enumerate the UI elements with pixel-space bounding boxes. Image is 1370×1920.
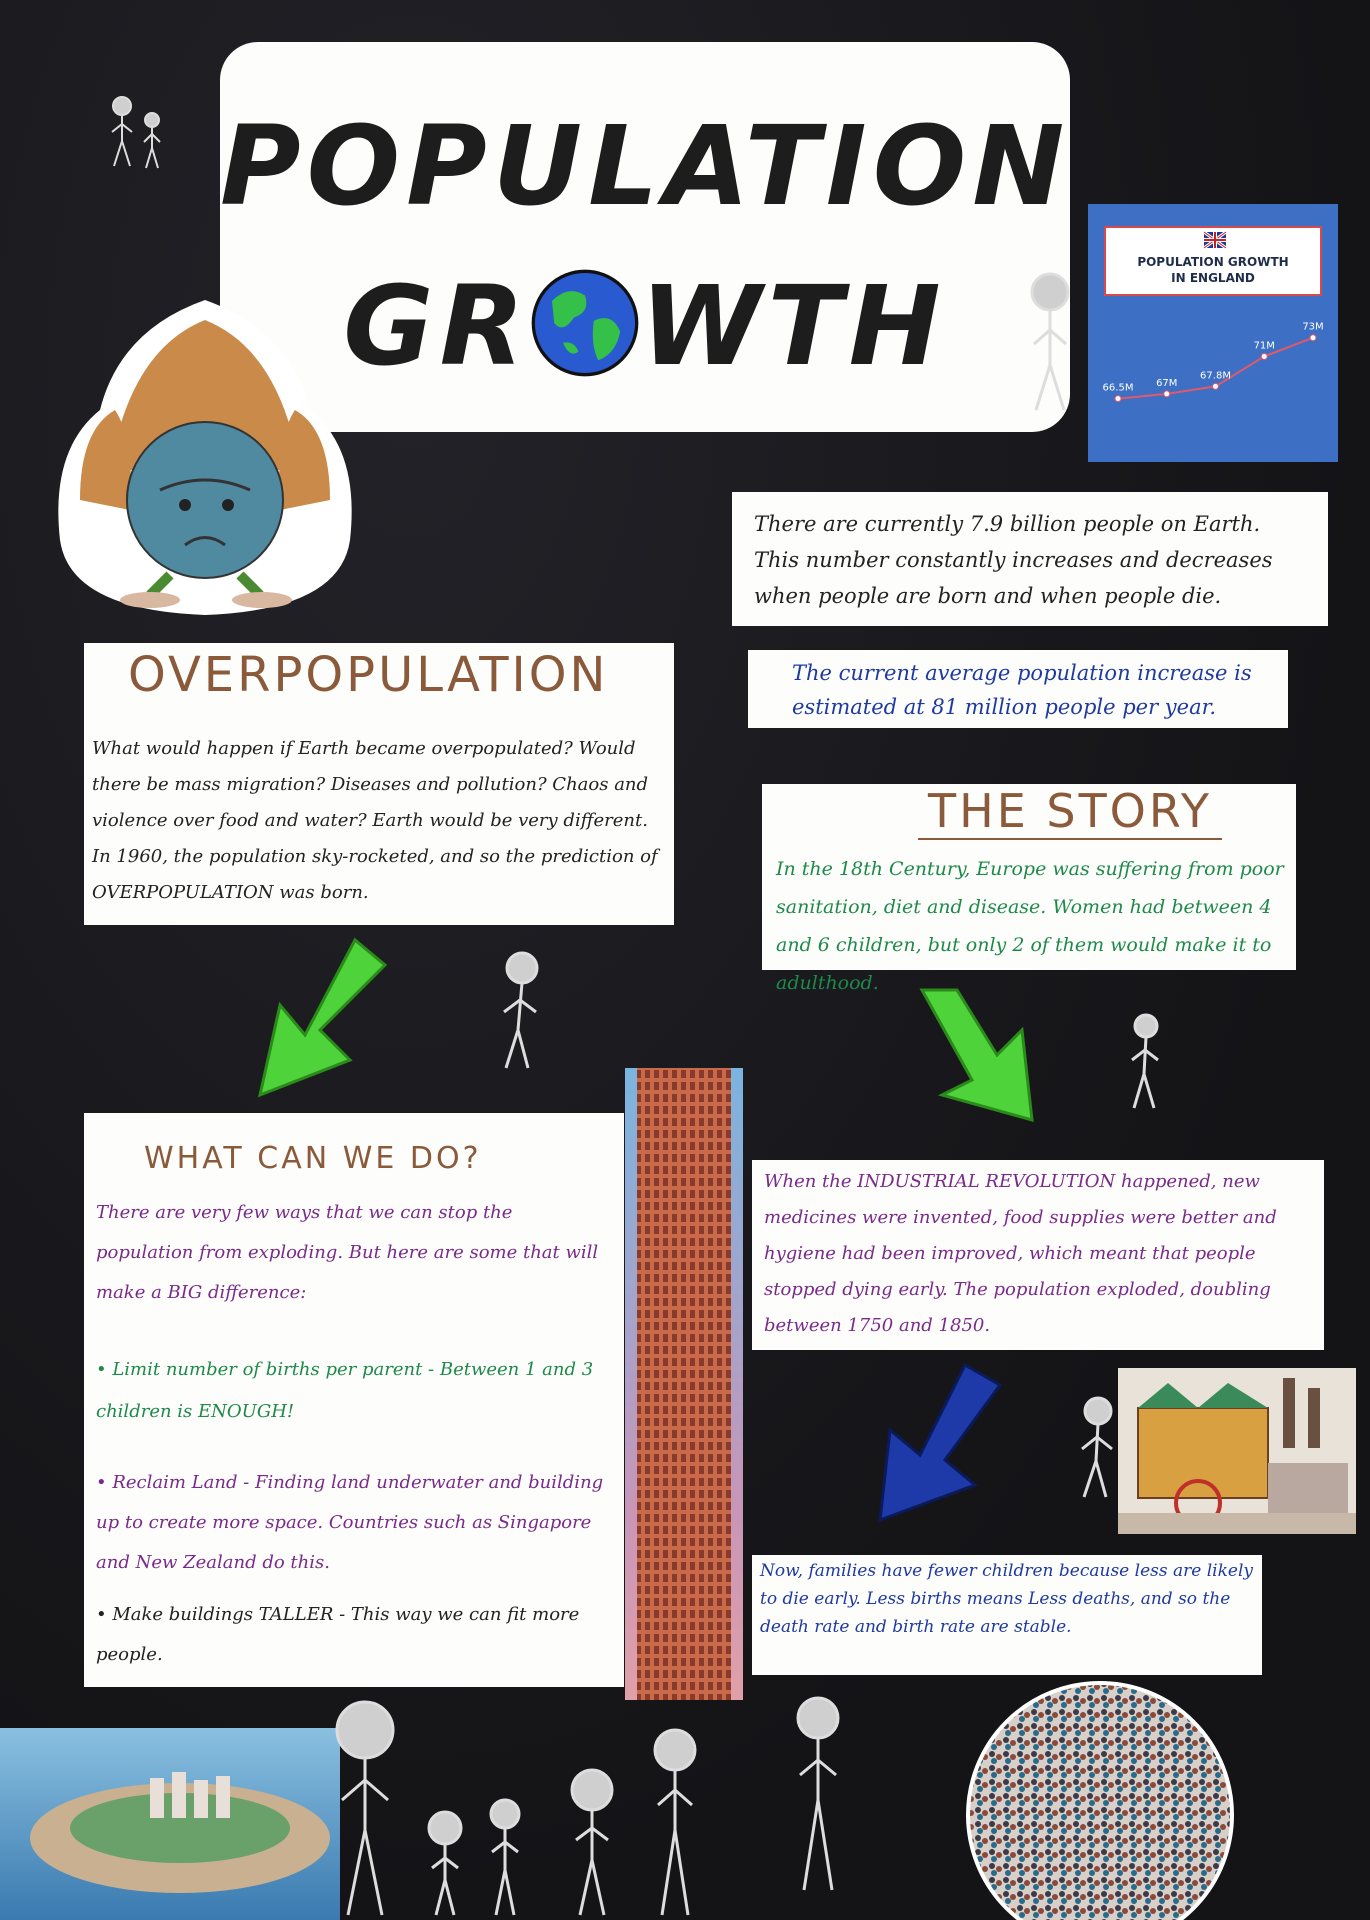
overpopulation-heading: OVERPOPULATION	[128, 647, 609, 703]
population-line-chart	[1088, 204, 1338, 462]
arrow-down-left-blue-icon	[875, 1360, 1005, 1530]
list-item: • Reclaim Land - Finding land underwater and building up to create more space. Countries such as Singapore and New Zealand do this.	[96, 1472, 604, 1573]
list-item: • Make buildings TALLER - This way we can fit more people.	[96, 1604, 580, 1665]
stick-figure-icon	[488, 950, 548, 1080]
overpopulation-text: What would happen if Earth became overpopulated? Would there be mass migration? Diseases and pollution? Chaos and violence over food and water? Earth would be very different. In 1960, the population sky-rocketed, and so the prediction of OVERPOPULATION was born.	[92, 738, 658, 903]
data-label: 66.5M	[1102, 382, 1134, 394]
data-point	[1115, 396, 1121, 402]
industrial-revolution-card	[752, 1160, 1324, 1350]
data-point	[1310, 335, 1316, 341]
factory-illustration	[1118, 1368, 1356, 1534]
list-item-text: Limit number of births per parent - Between 1 and 3 children is ENOUGH!	[96, 1359, 594, 1422]
list-item-text: Make buildings TALLER - This way we can fit more people.	[96, 1604, 580, 1665]
overpopulated-earth-illustration	[40, 290, 370, 620]
list-item: • Limit number of births per parent - Between 1 and 3 children is ENOUGH!	[96, 1359, 594, 1422]
arrow-down-right-icon	[912, 985, 1062, 1125]
population-fact-card	[732, 492, 1328, 626]
chart-title-line-2: IN ENGLAND	[1171, 271, 1255, 285]
data-label: 67M	[1156, 377, 1178, 389]
stick-figures-small-icon	[108, 96, 168, 176]
stick-figure-icon	[1120, 1012, 1170, 1122]
what-can-we-do-card	[84, 1113, 624, 1687]
population-chart-card	[1088, 204, 1338, 462]
title-line-2-start: GR	[343, 262, 531, 390]
title-line-1: POPULATION	[220, 102, 1071, 230]
overpopulation-card	[84, 643, 674, 925]
data-label: 71M	[1253, 340, 1275, 352]
arrow-down-left-icon	[255, 935, 405, 1105]
stick-figure-icon	[1070, 1395, 1120, 1505]
what-can-we-do-heading: WHAT CAN WE DO?	[144, 1141, 482, 1176]
population-fact-text: There are currently 7.9 billion people on Earth. This number constantly increases and decreases when people are born and when people die.	[754, 512, 1273, 608]
stick-figures-row-icon	[330, 1690, 930, 1920]
story-card	[762, 784, 1296, 994]
title-line-2-end: WTH	[640, 262, 947, 390]
industrial-revolution-text: When the INDUSTRIAL REVOLUTION happened, new medicines were invented, food supplies were better and hygiene had been improved, which meant that people stopped dying early. The population exploded, doubling between 1750 and 1850.	[764, 1171, 1277, 1336]
data-label: 73M	[1302, 321, 1324, 333]
chart-title-line-1: POPULATION GROWTH	[1137, 255, 1289, 269]
population-increase-text: The current average population increase is estimated at 81 million people per year.	[792, 661, 1252, 719]
data-point	[1164, 391, 1170, 397]
population-increase-card	[748, 650, 1288, 728]
data-point	[1213, 383, 1219, 389]
crowd-circle-photo	[960, 1680, 1240, 1920]
story-text: In the 18th Century, Europe was suffering from poor sanitation, diet and disease. Women had between 4 and 6 children, but only 2 of them would make it to adulthood.	[776, 858, 1284, 994]
globe-icon	[530, 268, 640, 378]
data-label: 67.8M	[1200, 370, 1231, 382]
stick-figure-icon	[1020, 270, 1080, 420]
skyscraper-photo	[625, 1068, 743, 1700]
reclaimed-island-photo	[0, 1728, 340, 1920]
now-card	[752, 1555, 1262, 1675]
story-heading: THE STORY	[918, 784, 1222, 840]
what-can-we-do-intro: There are very few ways that we can stop the population from exploding. But here are some that will make a BIG difference:	[96, 1202, 599, 1303]
data-point	[1261, 353, 1267, 359]
now-text: Now, families have fewer children because less are likely to die early. Less births means Less deaths, and so the death rate and birth rate are stable.	[760, 1561, 1253, 1637]
list-item-text: Reclaim Land - Finding land underwater and building up to create more space. Countries such as Singapore and New Zealand do this.	[96, 1472, 604, 1573]
